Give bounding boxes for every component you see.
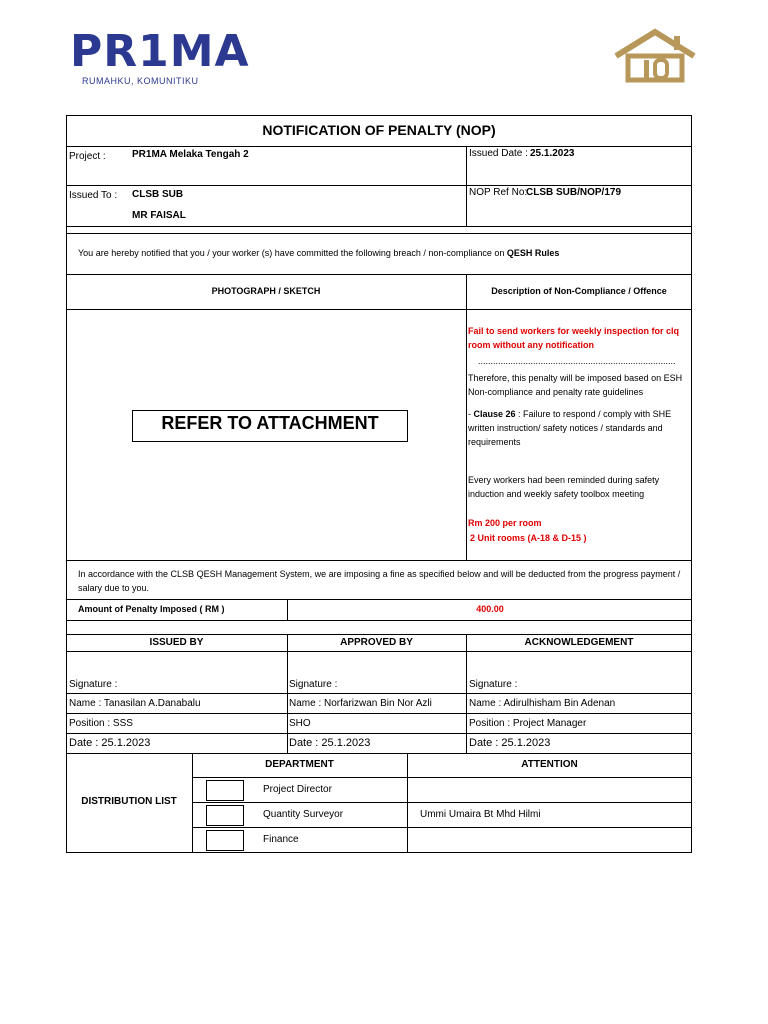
issued-date-value: 25.1.2023 [530, 148, 575, 159]
attachment-label: REFER TO ATTACHMENT [161, 413, 379, 433]
issued-to-label: Issued To : [69, 190, 118, 201]
nop-ref-label: NOP Ref No: [469, 187, 528, 198]
nop-form [66, 115, 692, 853]
fine-statement: In accordance with the CLSB QESH Management System, we are imposing a fine as specified below and will be deducted from the progress payment / salary due to you. [78, 569, 681, 593]
penalty-rate: Rm 200 per room [468, 518, 542, 528]
penalty-units: 2 Unit rooms (A-18 & D-15 ) [470, 533, 587, 543]
prima-logo-tagline: RUMAHKU, KOMUNITIKU [82, 76, 199, 86]
department-header: DEPARTMENT [265, 759, 334, 770]
ack-position: Position : Project Manager [469, 718, 587, 729]
prima-logo: PR1MA [70, 26, 250, 77]
house-logo-icon [612, 28, 698, 86]
nop-ref-value: CLSB SUB/NOP/179 [526, 187, 622, 198]
reminder-note: Every workers had been reminded during safety induction and weekly safety toolbox meeting [468, 475, 660, 499]
ack-date: Date : 25.1.2023 [469, 737, 551, 749]
penalty-basis: Therefore, this penalty will be imposed based on ESH Non-compliance and penalty rate guidelines [468, 373, 683, 397]
distribution-label: DISTRIBUTION LIST [81, 796, 177, 807]
issued-date: Date : 25.1.2023 [69, 737, 151, 749]
project-value: PR1MA Melaka Tengah 2 [132, 149, 249, 160]
photo-header: PHOTOGRAPH / SKETCH [211, 286, 321, 296]
offence-description: Fail to send workers for weekly inspection for clq room without any notification [468, 326, 680, 350]
amount-label: Amount of Penalty Imposed ( RM ) [78, 604, 225, 614]
ack-signature: Signature : [469, 679, 518, 690]
form-title: NOTIFICATION OF PENALTY (NOP) [262, 122, 496, 138]
department-project-director: Project Director [263, 784, 332, 795]
description-header: Description of Non-Compliance / Offence [491, 286, 667, 296]
clause-reference: - Clause 26 : Failure to respond / comply with SHE written instruction/ safety notices / standards and requirements [468, 409, 672, 447]
notice-text: You are hereby notified that you / your worker (s) have committed the following breach / non-compliance on QESH Rules [78, 248, 560, 258]
issued-by-header: ISSUED BY [149, 637, 204, 648]
issued-to-company: CLSB SUB [132, 189, 184, 200]
department-quantity-surveyor: Quantity Surveyor [263, 809, 344, 820]
amount-value: 400.00 [476, 604, 504, 614]
project-label: Project : [69, 151, 106, 162]
issued-signature: Signature : [69, 679, 118, 690]
approved-position: SHO [289, 718, 311, 729]
issued-name: Name : Tanasilan A.Danabalu [69, 698, 201, 709]
ack-name: Name : Adirulhisham Bin Adenan [469, 698, 616, 709]
issued-to-person: MR FAISAL [132, 210, 186, 221]
issued-date-label: Issued Date : [469, 148, 528, 159]
notice-rules: QESH Rules [506, 248, 560, 258]
acknowledgement-header: ACKNOWLEDGEMENT [524, 637, 634, 648]
description-divider: ............................................................................... [478, 356, 676, 366]
checkbox-project-director[interactable] [206, 780, 244, 801]
checkbox-finance[interactable] [206, 830, 244, 851]
department-finance: Finance [263, 834, 299, 845]
approved-signature: Signature : [289, 679, 338, 690]
issued-position: Position : SSS [69, 718, 133, 729]
checkbox-quantity-surveyor[interactable] [206, 805, 244, 826]
approved-name: Name : Norfarizwan Bin Nor Azli [289, 698, 432, 709]
attention-quantity-surveyor: Ummi Umaira Bt Mhd Hilmi [420, 809, 541, 820]
approved-by-header: APPROVED BY [340, 637, 413, 648]
attention-header: ATTENTION [521, 759, 578, 770]
approved-date: Date : 25.1.2023 [289, 737, 371, 749]
